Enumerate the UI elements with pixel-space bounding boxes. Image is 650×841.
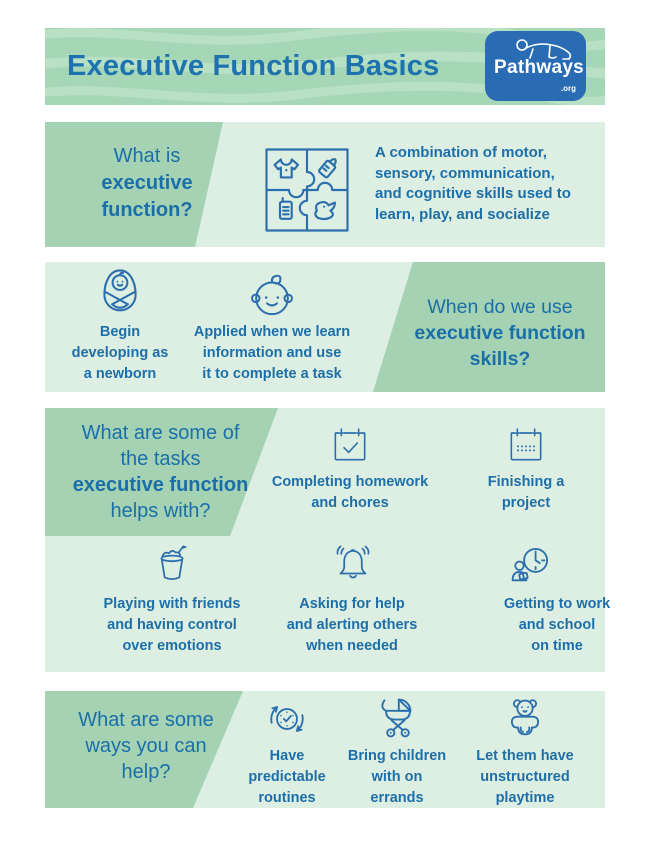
question-tasks: What are some of the tasks executive function helps with? [72,422,249,522]
question-what-is: What is executive function? [101,145,193,221]
puzzle-baby-items-icon [261,145,353,235]
caption-routines: Have predictable routines [248,748,326,806]
logo-wordmark: Pathways [494,57,585,78]
section-when-use [45,262,605,392]
caption-asking-help: Asking for help and alerting others when needed [286,596,418,654]
question-help: What are some ways you can help? [78,709,214,783]
swaddled-newborn-icon [94,266,146,320]
question-when-use: When do we use executive function skills? [414,296,586,370]
caption-finishing-project: Finishing a project [487,474,565,511]
calendar-grid-icon [506,424,546,466]
baby-face-icon [247,270,297,320]
pathways-logo [485,31,586,101]
caption-playtime: Let them have unstructured playtime [476,748,574,806]
section-tasks [45,408,611,672]
caption-begin-developing: Begin developing as a newborn [71,324,169,382]
caption-applied-when: Applied when we learn information and use it to complete a task [193,324,351,382]
calendar-check-icon [330,424,370,466]
alert-bell-icon [331,540,375,588]
caption-playing-friends: Playing with friends and having control over emotions [103,596,241,654]
routine-clock-icon [264,696,310,742]
section-what-is [45,122,605,247]
sand-pail-icon [150,542,194,588]
page-title: Executive Function Basics [67,50,440,82]
caption-homework: Completing homework and chores [271,474,429,511]
stroller-icon [374,694,422,742]
teddy-bear-icon [502,696,548,742]
caption-getting-work: Getting to work and school on time [503,596,611,654]
section-help [45,691,605,808]
logo-suffix: .org [560,84,576,93]
definition-text: A combination of motor, sensory, communication, and cognitive skills used to learn, play, and socialize [375,144,571,223]
person-clock-icon [508,542,554,588]
caption-errands: Bring children with on errands [347,748,447,806]
header-banner [45,28,605,105]
